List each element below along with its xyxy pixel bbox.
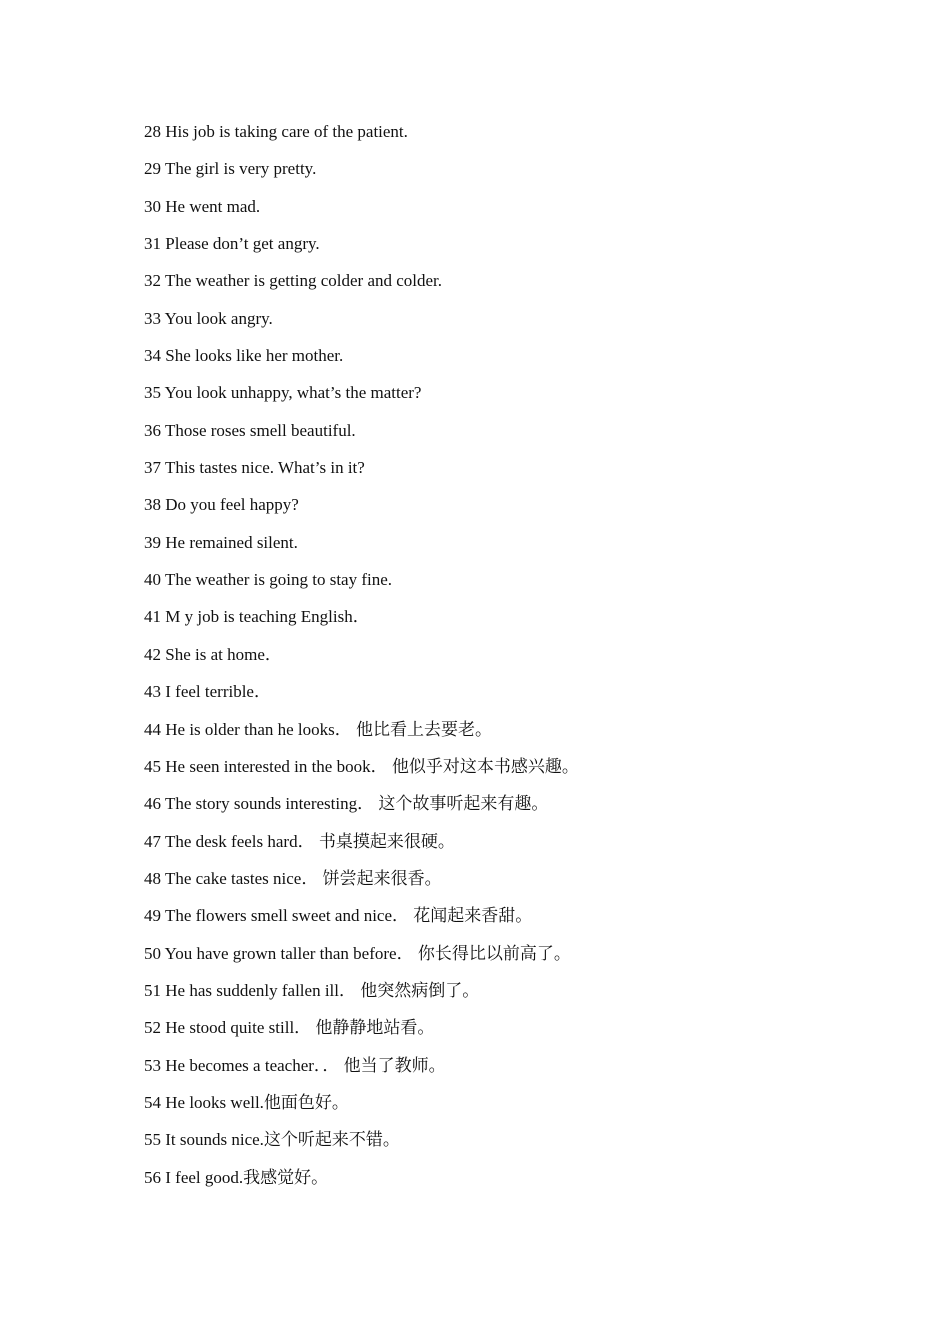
sentence-line: 29 The girl is very pretty. xyxy=(144,159,317,179)
sentence-line: 37 This tastes nice. What’s in it? xyxy=(144,458,365,478)
sentence-line: 45 He seen interested in the book． 他似乎对这本书感兴趣。 xyxy=(144,756,579,776)
sentence-line: 43 I feel terrible． xyxy=(144,682,271,702)
sentence-line: 30 He went mad. xyxy=(144,196,261,216)
sentence-line: 53 He becomes a teacher．． 他当了教师。 xyxy=(144,1055,446,1075)
sentence-line: 49 The flowers smell sweet and nice． 花闻起来香甜。 xyxy=(144,906,533,926)
sentence-line: 44 He is older than he looks． 他比看上去要老。 xyxy=(144,719,492,739)
sentence-line: 55 It sounds nice.这个听起来不错。 xyxy=(144,1130,400,1150)
sentence-line: 33 You look angry. xyxy=(144,308,273,328)
sentence-line: 41 M y job is teaching English． xyxy=(144,607,370,627)
sentence-line: 40 The weather is going to stay fine. xyxy=(144,570,393,590)
sentence-line: 48 The cake tastes nice． 饼尝起来很香。 xyxy=(144,868,442,888)
sentence-line: 38 Do you feel happy? xyxy=(144,495,299,515)
sentence-line: 32 The weather is getting colder and colder. xyxy=(144,271,443,291)
sentence-line: 47 The desk feels hard． 书桌摸起来很硬。 xyxy=(144,831,455,851)
sentence-line: 50 You have grown taller than before． 你长得比以前高了。 xyxy=(144,943,571,963)
sentence-line: 36 Those roses smell beautiful. xyxy=(144,420,356,440)
sentence-line: 52 He stood quite still． 他静静地站看。 xyxy=(144,1018,435,1038)
sentence-list xyxy=(144,120,904,1203)
sentence-line: 34 She looks like her mother. xyxy=(144,346,344,366)
sentence-line: 54 He looks well.他面色好。 xyxy=(144,1092,349,1112)
sentence-line: 56 I feel good.我感觉好。 xyxy=(144,1167,329,1187)
sentence-line: 31 Please don’t get angry. xyxy=(144,234,320,254)
sentence-line: 46 The story sounds interesting． 这个故事听起来有趣。 xyxy=(144,794,549,814)
sentence-line: 42 She is at home． xyxy=(144,644,282,664)
sentence-line: 28 His job is taking care of the patient. xyxy=(144,122,408,141)
sentence-line: 35 You look unhappy, what’s the matter? xyxy=(144,383,422,403)
sentence-line: 39 He remained silent. xyxy=(144,532,298,552)
sentence-line: 51 He has suddenly fallen ill． 他突然病倒了。 xyxy=(144,980,480,1000)
